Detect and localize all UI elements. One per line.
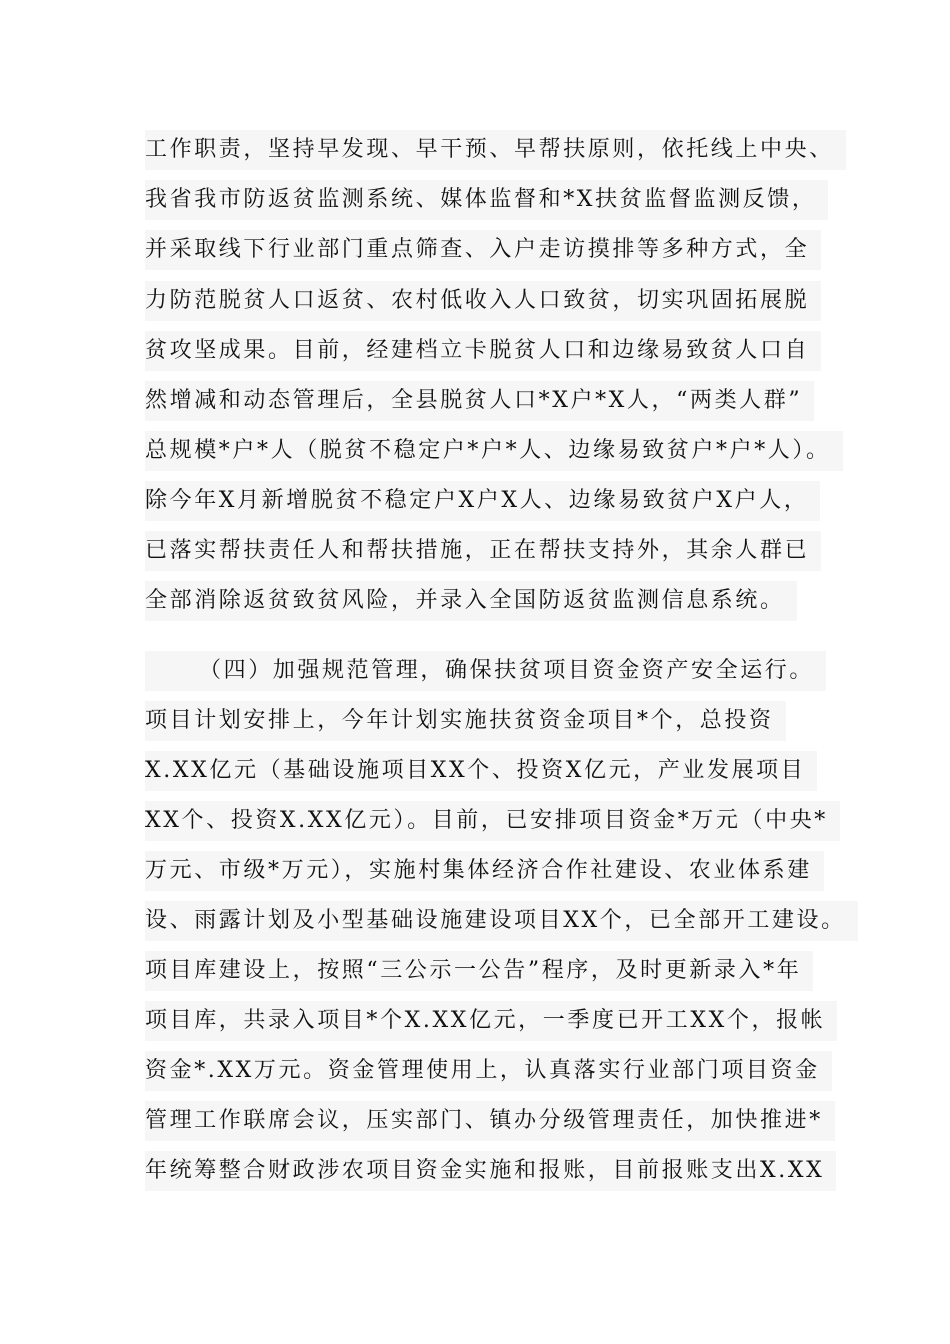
text-line: 我省我市防返贫监测系统、媒体监督和*X扶贫监督监测反馈， <box>145 180 828 220</box>
text-line: 贫攻坚成果。目前，经建档立卡脱贫人口和边缘易致贫人口自 <box>145 331 821 371</box>
text-line: 万元、市级*万元），实施村集体经济合作社建设、农业体系建 <box>145 851 824 891</box>
text-line: X.XX亿元（基础设施项目XX个、投资X亿元，产业发展项目 <box>145 751 817 791</box>
text-line: 总规模*户*人（脱贫不稳定户*户*人、边缘易致贫户*户*人）。 <box>145 431 843 471</box>
text-line: 工作职责，坚持早发现、早干预、早帮扶原则，依托线上中央、 <box>145 130 846 170</box>
text-line: 已落实帮扶责任人和帮扶措施，正在帮扶支持外，其余人群已 <box>145 531 821 571</box>
text-line: 资金*.XX万元。资金管理使用上，认真落实行业部门项目资金 <box>145 1051 832 1091</box>
text-line: 年统筹整合财政涉农项目资金实施和报账，目前报账支出X.XX <box>145 1151 836 1191</box>
text-line: 力防范脱贫人口返贫、农村低收入人口致贫，切实巩固拓展脱 <box>145 281 821 321</box>
text-line: 并采取线下行业部门重点筛查、入户走访摸排等多种方式，全 <box>145 230 821 270</box>
text-line: 全部消除返贫致贫风险，并录入全国防返贫监测信息系统。 <box>145 581 797 621</box>
text-line: 项目库建设上，按照“三公示一公告”程序，及时更新录入*年 <box>145 951 813 991</box>
section-heading: （四）加强规范管理，确保扶贫项目资金资产安全运行。 <box>145 651 826 691</box>
text-line: XX个、投资X.XX亿元）。目前，已安排项目资金*万元（中央* <box>145 801 840 841</box>
text-line: 然增减和动态管理后，全县脱贫人口*X户*X人，“两类人群” <box>145 381 814 421</box>
text-line: 除今年X月新增脱贫不稳定户X户X人、边缘易致贫户X户人， <box>145 481 820 521</box>
text-line: 项目库，共录入项目*个X.XX亿元，一季度已开工XX个，报帐 <box>145 1001 837 1041</box>
text-line: 设、雨露计划及小型基础设施建设项目XX个，已全部开工建设。 <box>145 901 858 941</box>
text-line: 项目计划安排上，今年计划实施扶贫资金项目*个，总投资 <box>145 701 786 741</box>
text-line: 管理工作联席会议，压实部门、镇办分级管理责任，加快推进* <box>145 1101 835 1141</box>
